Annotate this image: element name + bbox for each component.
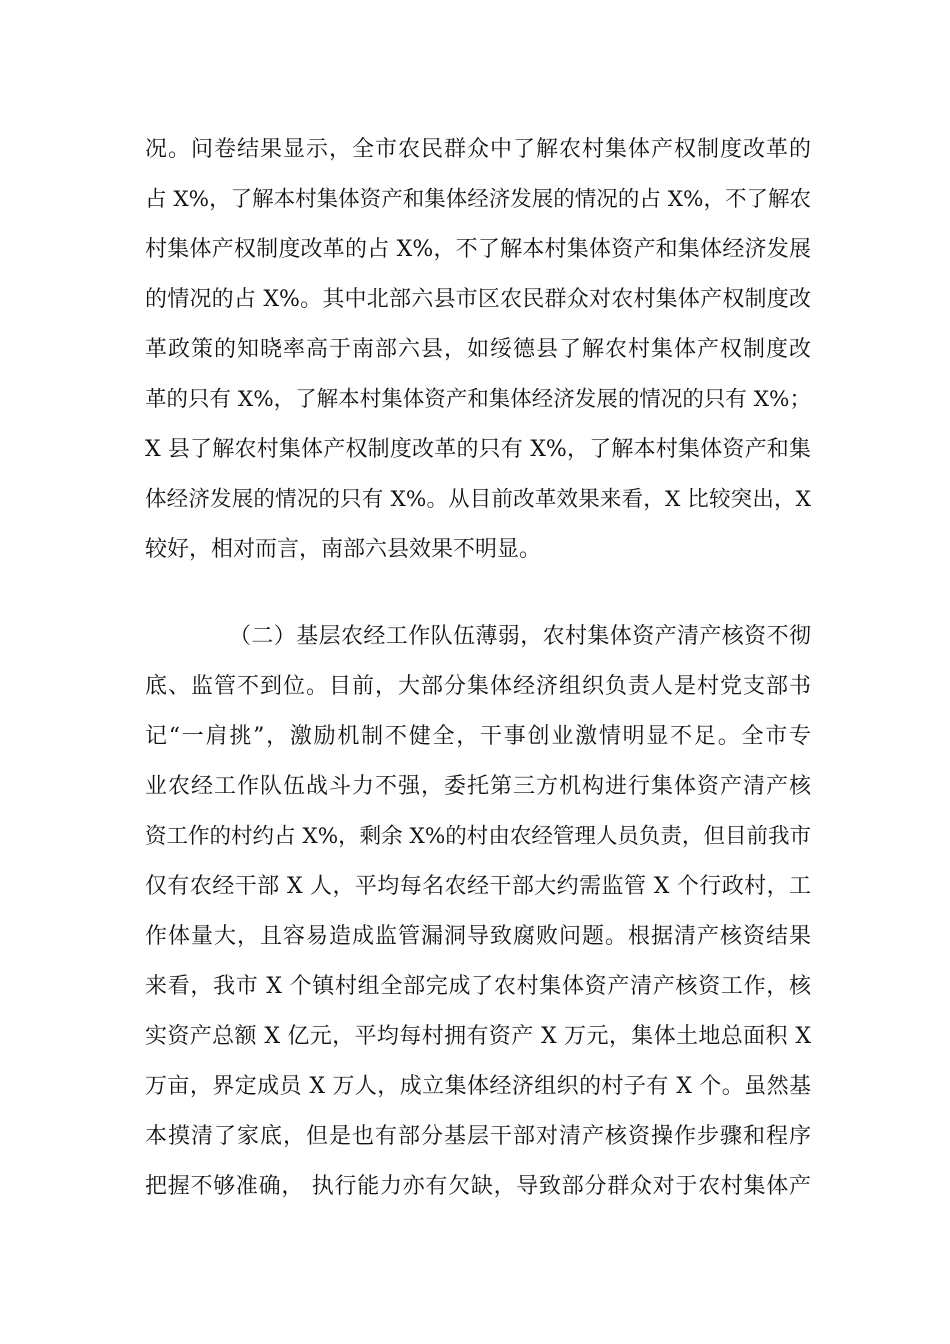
text-line: 本摸清了家底，但是也有部分基层干部对清产核资操作步骤和程序 [145, 1124, 811, 1149]
text-line: 较好，相对而言，南部六县效果不明显。 [145, 537, 542, 562]
text-line: 作体量大，且容易造成监管漏洞导致腐败问题。根据清产核资结果 [145, 924, 811, 949]
section-heading-line: （二）基层农经工作队伍薄弱，农村集体资产清产核资不彻 [229, 624, 811, 649]
text-line: 来看，我市 X 个镇村组全部完成了农村集体资产清产核资工作，核 [145, 974, 811, 999]
text-line: 实资产总额 X 亿元，平均每村拥有资产 X 万元，集体土地总面积 X [145, 1024, 811, 1049]
text-line: 革的只有 X%，了解本村集体资产和集体经济发展的情况的只有 X%； [145, 387, 811, 412]
text-line: 资工作的村约占 X%，剩余 X%的村由农经管理人员负责，但目前我市 [145, 824, 811, 849]
text-line: X 县了解农村集体产权制度改革的只有 X%，了解本村集体资产和集 [145, 437, 811, 462]
text-line: 的情况的占 X%。其中北部六县市区农民群众对农村集体产权制度改 [145, 287, 811, 312]
text-line: 况。问卷结果显示，全市农民群众中了解农村集体产权制度改革的 [145, 137, 811, 162]
text-line: 体经济发展的情况的只有 X%。从目前改革效果来看，X 比较突出，X [145, 487, 811, 512]
text-line: 记“一肩挑”，激励机制不健全，干事创业激情明显不足。全市专 [145, 724, 811, 749]
text-line: 业农经工作队伍战斗力不强，委托第三方机构进行集体资产清产核 [145, 774, 811, 799]
text-line: 仅有农经干部 X 人，平均每名农经干部大约需监管 X 个行政村，工 [145, 874, 811, 899]
text-line: 底、监管不到位。目前，大部分集体经济组织负责人是村党支部书 [145, 674, 811, 699]
text-line: 占 X%，了解本村集体资产和集体经济发展的情况的占 X%，不了解农 [145, 187, 811, 212]
text-line: 村集体产权制度改革的占 X%，不了解本村集体资产和集体经济发展 [145, 237, 811, 262]
text-line: 革政策的知晓率高于南部六县，如绥德县了解农村集体产权制度改 [145, 337, 811, 362]
text-line: 万亩，界定成员 X 万人，成立集体经济组织的村子有 X 个。虽然基 [145, 1074, 811, 1099]
text-line: 把握不够准确， 执行能力亦有欠缺，导致部分群众对于农村集体产 [145, 1174, 811, 1199]
